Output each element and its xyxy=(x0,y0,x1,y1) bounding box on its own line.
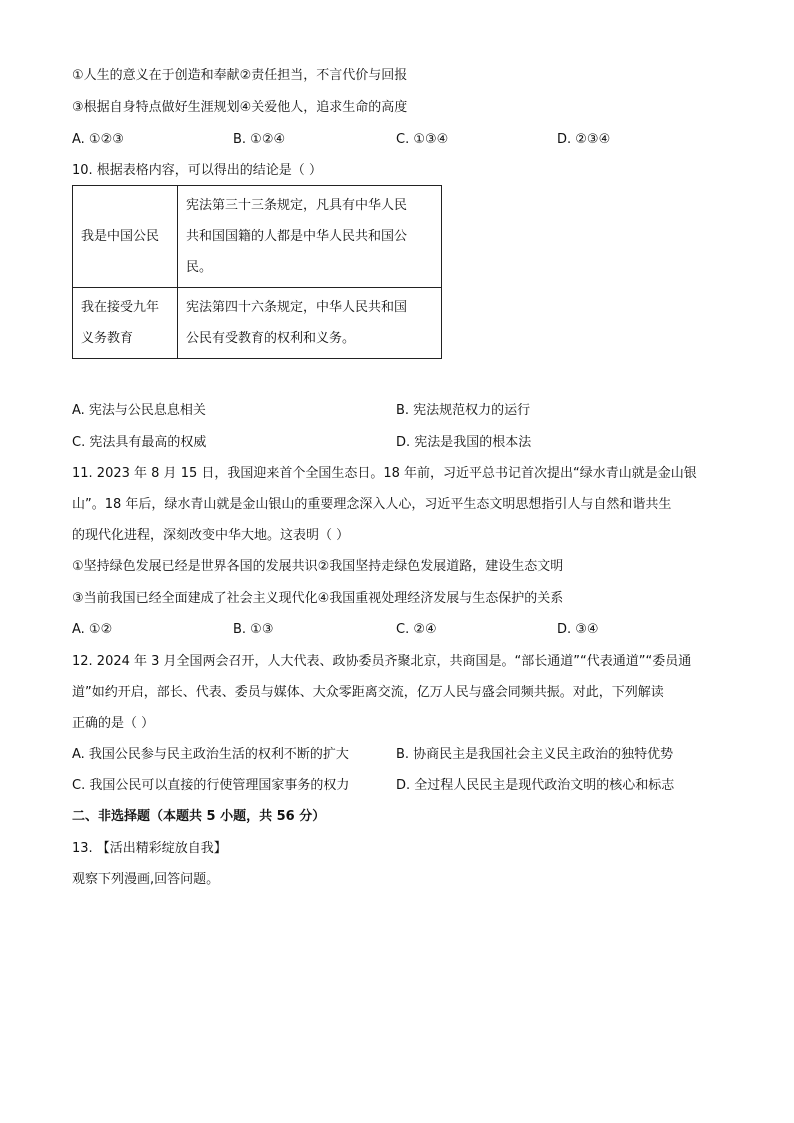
q9-option-a: A. ①②③ xyxy=(72,132,124,147)
table-cell xyxy=(73,288,178,359)
q11-statements-line-1: ①坚持绿色发展已经是世界各国的发展共识②我国坚持走绿色发展道路，建设生态文明 xyxy=(72,559,564,574)
q9-option-d: D. ②③④ xyxy=(557,132,611,147)
q9-option-c: C. ①③④ xyxy=(396,132,449,147)
q12-option-d: D. 全过程人民民主是现代政治文明的核心和标志 xyxy=(396,778,675,793)
q10-row2-right-line: 公民有受教育的权利和义务。 xyxy=(186,331,356,346)
table-row xyxy=(73,288,442,359)
q12-option-a: A. 我国公民参与民主政治生活的权利不断的扩大 xyxy=(72,747,349,762)
q10-table xyxy=(72,185,442,359)
q10-row1-right-line: 共和国国籍的人都是中华人民共和国公 xyxy=(186,229,408,244)
table-cell xyxy=(73,186,178,288)
q11-option-c: C. ②④ xyxy=(396,622,437,637)
table-cell xyxy=(178,288,442,359)
q10-row1-left: 我是中国公民 xyxy=(81,229,160,244)
q12-stem-line-2: 道”如约开启，部长、代表、委员与媒体、大众零距离交流，亿万人民与盛会同频共振。对此，下列解读 xyxy=(72,685,664,700)
section-heading: 二、非选择题（本题共 5 小题，共 56 分） xyxy=(72,809,326,824)
q12-option-c: C. 我国公民可以直接的行使管理国家事务的权力 xyxy=(72,778,350,793)
q10-option-a: A. 宪法与公民息息相关 xyxy=(72,403,206,418)
q10-option-b: B. 宪法规范权力的运行 xyxy=(396,403,531,418)
q11-option-a: A. ①② xyxy=(72,622,113,637)
q10-row2-right-line: 宪法第四十六条规定，中华人民共和国 xyxy=(186,300,408,315)
q11-stem-line-2: 山”。18 年后，绿水青山就是金山银山的重要理念深入人心，习近平生态文明思想指引人与自然和谐共生 xyxy=(72,497,672,512)
q10-stem: 10. 根据表格内容，可以得出的结论是（ ） xyxy=(72,163,322,178)
q10-row1-right-line: 宪法第三十三条规定，凡具有中华人民 xyxy=(186,198,408,213)
table-cell xyxy=(178,186,442,288)
q11-statements-line-2: ③当前我国已经全面建成了社会主义现代化④我国重视处理经济发展与生态保护的关系 xyxy=(72,591,564,606)
q13-title: 13. 【活出精彩绽放自我】 xyxy=(72,841,227,856)
table-row xyxy=(73,186,442,288)
q9-statements-line-1: ①人生的意义在于创造和奉献②责任担当，不言代价与回报 xyxy=(72,68,408,83)
q11-stem-line-3: 的现代化进程，深刻改变中华大地。这表明（ ） xyxy=(72,528,350,543)
q11-option-b: B. ①③ xyxy=(233,622,274,637)
q11-option-d: D. ③④ xyxy=(557,622,599,637)
q10-option-d: D. 宪法是我国的根本法 xyxy=(396,435,532,450)
q10-row2-left-line: 义务教育 xyxy=(81,331,134,346)
q10-row1-right-line: 民。 xyxy=(186,260,213,275)
q13-instruction: 观察下列漫画,回答问题。 xyxy=(72,872,220,887)
q10-row2-left-line: 我在接受九年 xyxy=(81,300,160,315)
q10-option-c: C. 宪法具有最高的权威 xyxy=(72,435,207,450)
q12-stem-line-1: 12. 2024 年 3 月全国两会召开，人大代表、政协委员齐聚北京，共商国是。“部长通道”“代表通道”“委员通 xyxy=(72,654,692,669)
q9-option-b: B. ①②④ xyxy=(233,132,286,147)
q11-stem-line-1: 11. 2023 年 8 月 15 日，我国迎来首个全国生态日。18 年前，习近平总书记首次提出“绿水青山就是金山银 xyxy=(72,466,697,481)
q12-stem-line-3: 正确的是（ ） xyxy=(72,716,155,731)
q9-statements-line-2: ③根据自身特点做好生涯规划④关爱他人，追求生命的高度 xyxy=(72,100,408,115)
q12-option-b: B. 协商民主是我国社会主义民主政治的独特优势 xyxy=(396,747,674,762)
